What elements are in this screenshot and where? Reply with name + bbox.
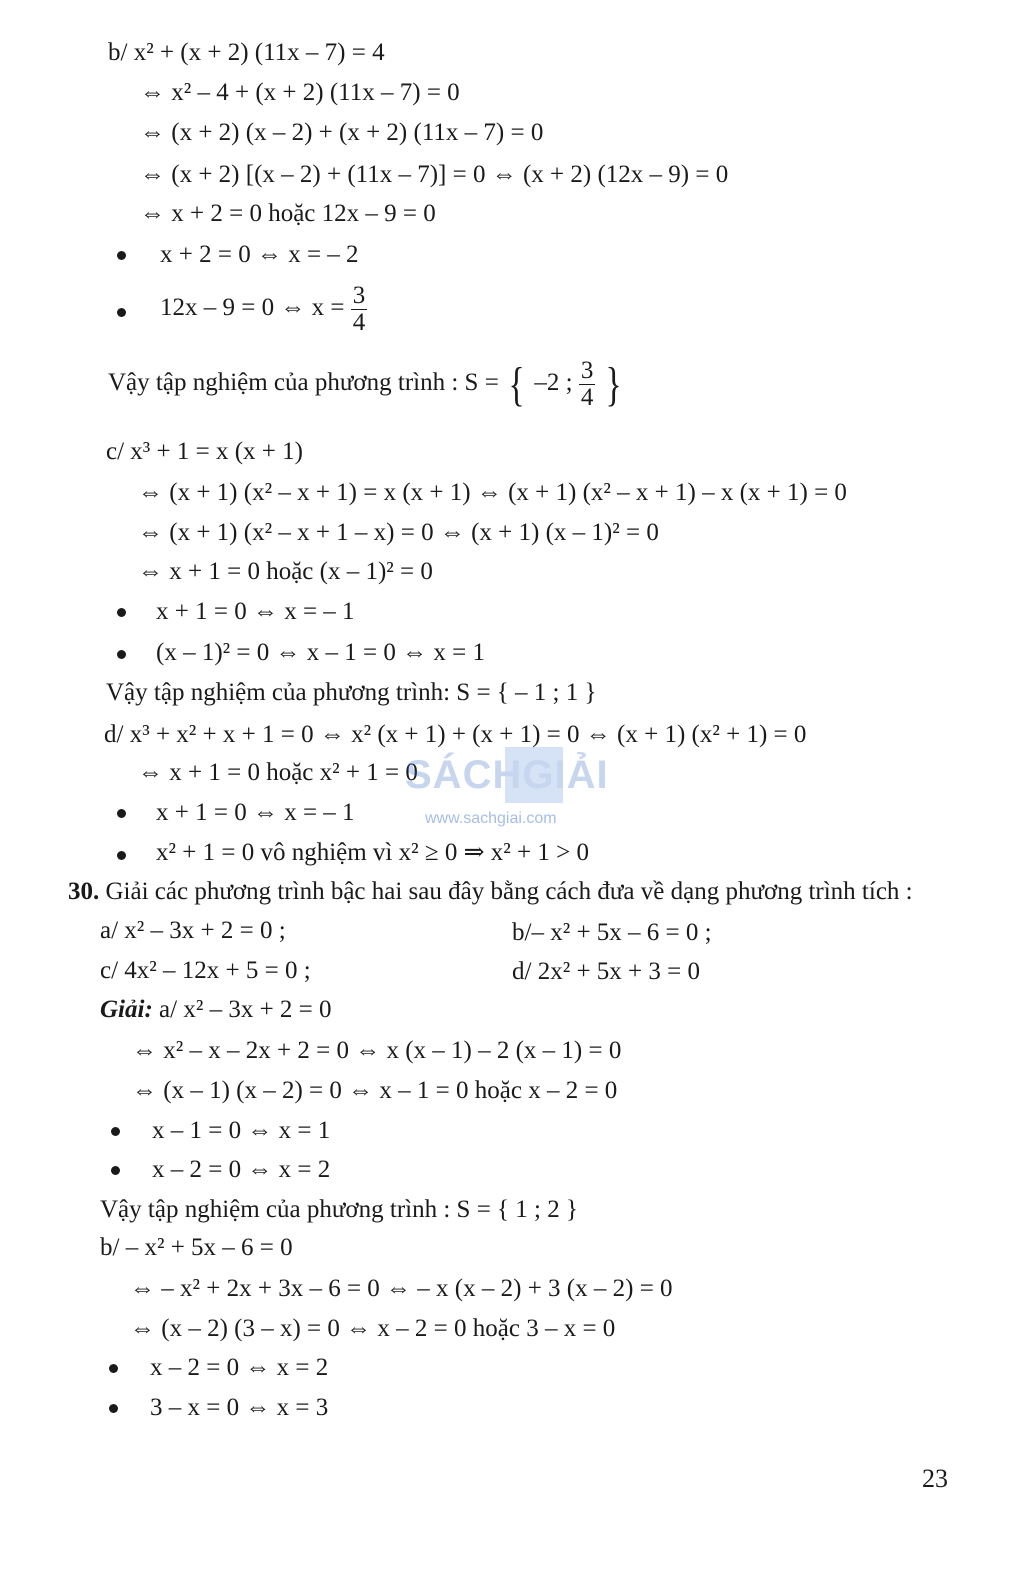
problem-30-a: a/ x² – 3x + 2 = 0 ; [100,917,286,944]
fraction-numerator: 3 [352,282,366,309]
eq-a-conclusion: Vậy tập nghiệm của phương trình : S = { 1 ; 2 } [100,1196,579,1223]
solution-b-statement: b/ – x² + 5x – 6 = 0 [100,1234,293,1261]
left-brace: { [508,357,525,411]
problem-30-statement [68,877,913,907]
problem-30-b: b/– x² + 5x – 6 = 0 ; [512,919,712,946]
watermark-url: www.sachgiai.com [425,810,557,827]
page-number: 23 [922,1464,948,1493]
solution-a-statement [100,995,332,1025]
bullet [117,308,126,317]
eq-d-case2: x² + 1 = 0 vô nghiệm vì x² ≥ 0 ⇒ x² + 1 > 0 [156,839,589,866]
problem-number: 30. [68,878,100,905]
eq-c-conclusion: Vậy tập nghiệm của phương trình: S = { – 1 ; 1 } [106,679,597,706]
bullet [111,1127,120,1136]
eq-d-step1: ⇔ x + 1 = 0 hoặc x² + 1 = 0 [138,759,418,786]
eq-bb-step2: ⇔ (x – 2) (3 – x) = 0 ⇔ x – 2 = 0 hoặc 3 – x = 0 [130,1315,616,1342]
fraction [579,358,596,411]
watermark-g-box [505,747,563,803]
eq-bb-case2: 3 – x = 0 ⇔ x = 3 [150,1394,329,1421]
solution-label: Giải: [100,996,153,1023]
eq-b-conclusion [108,358,625,411]
bullet [117,251,126,260]
fraction-numerator: 3 [580,357,594,384]
solution-value: –2 ; [534,369,573,397]
solution-a-eq: a/ x² – 3x + 2 = 0 [159,996,332,1023]
eq-d-statement: d/ x³ + x² + x + 1 = 0 ⇔ x² (x + 1) + (x + 1) = 0 ⇔ (x + 1) (x² + 1) = 0 [104,721,807,748]
problem-30-d: d/ 2x² + 5x + 3 = 0 [512,958,700,985]
bullet [117,650,126,659]
eq-a-case2: x – 2 = 0 ⇔ x = 2 [152,1156,331,1183]
watermark-brand: SÁCHGIẢI [405,753,609,797]
eq-b-case2 [160,283,367,336]
conclusion-label: Vậy tập nghiệm của phương trình : S = [108,369,499,397]
bullet [117,851,126,860]
eq-b-step1: ⇔ x² – 4 + (x + 2) (11x – 7) = 0 [140,79,460,106]
eq-bb-case1: x – 2 = 0 ⇔ x = 2 [150,1354,329,1381]
eq-b-step4: ⇔ x + 2 = 0 hoặc 12x – 9 = 0 [140,200,436,227]
right-brace: } [605,357,622,411]
bullet [109,1404,118,1413]
bullet [117,608,126,617]
eq-c-step1: ⇔ (x + 1) (x² – x + 1) = x (x + 1) ⇔ (x + 1) (x² – x + 1) – x (x + 1) = 0 [138,479,847,506]
eq-c-step2: ⇔ (x + 1) (x² – x + 1 – x) = 0 ⇔ (x + 1) (x – 1)² = 0 [138,519,659,546]
eq-d-case1: x + 1 = 0 ⇔ x = – 1 [156,799,355,826]
eq-c-case1: x + 1 = 0 ⇔ x = – 1 [156,598,355,625]
fraction-denominator: 4 [352,309,366,336]
fraction [351,283,368,336]
bullet [111,1166,120,1175]
fraction-denominator: 4 [580,384,594,411]
eq-c-case2: (x – 1)² = 0 ⇔ x – 1 = 0 ⇔ x = 1 [156,639,485,666]
eq-c-step3: ⇔ x + 1 = 0 hoặc (x – 1)² = 0 [138,558,433,585]
eq-a-case1: x – 1 = 0 ⇔ x = 1 [152,1117,331,1144]
eq-c-statement: c/ x³ + 1 = x (x + 1) [106,438,303,465]
problem-text: Giải các phương trình bậc hai sau đây bằng cách đưa về dạng phương trình tích : [105,878,913,905]
eq-b-statement: b/ x² + (x + 2) (11x – 7) = 4 [108,39,385,66]
bullet [109,1364,118,1373]
eq-b-step2: ⇔ (x + 2) (x – 2) + (x + 2) (11x – 7) = 0 [140,119,544,146]
eq-b-case2-lhs: 12x – 9 = 0 ⇔ x = [160,294,345,322]
eq-b-case1: x + 2 = 0 ⇔ x = – 2 [160,241,359,268]
eq-a-step2: ⇔ (x – 1) (x – 2) = 0 ⇔ x – 1 = 0 hoặc x – 2 = 0 [132,1077,618,1104]
watermark-logo [405,747,615,807]
eq-bb-step1: ⇔ – x² + 2x + 3x – 6 = 0 ⇔ – x (x – 2) + 3 (x – 2) = 0 [130,1275,673,1302]
problem-30-c: c/ 4x² – 12x + 5 = 0 ; [100,957,311,984]
bullet [117,809,126,818]
eq-a-step1: ⇔ x² – x – 2x + 2 = 0 ⇔ x (x – 1) – 2 (x – 1) = 0 [132,1037,622,1064]
eq-b-step3: ⇔ (x + 2) [(x – 2) + (11x – 7)] = 0 ⇔ (x + 2) (12x – 9) = 0 [140,161,729,188]
